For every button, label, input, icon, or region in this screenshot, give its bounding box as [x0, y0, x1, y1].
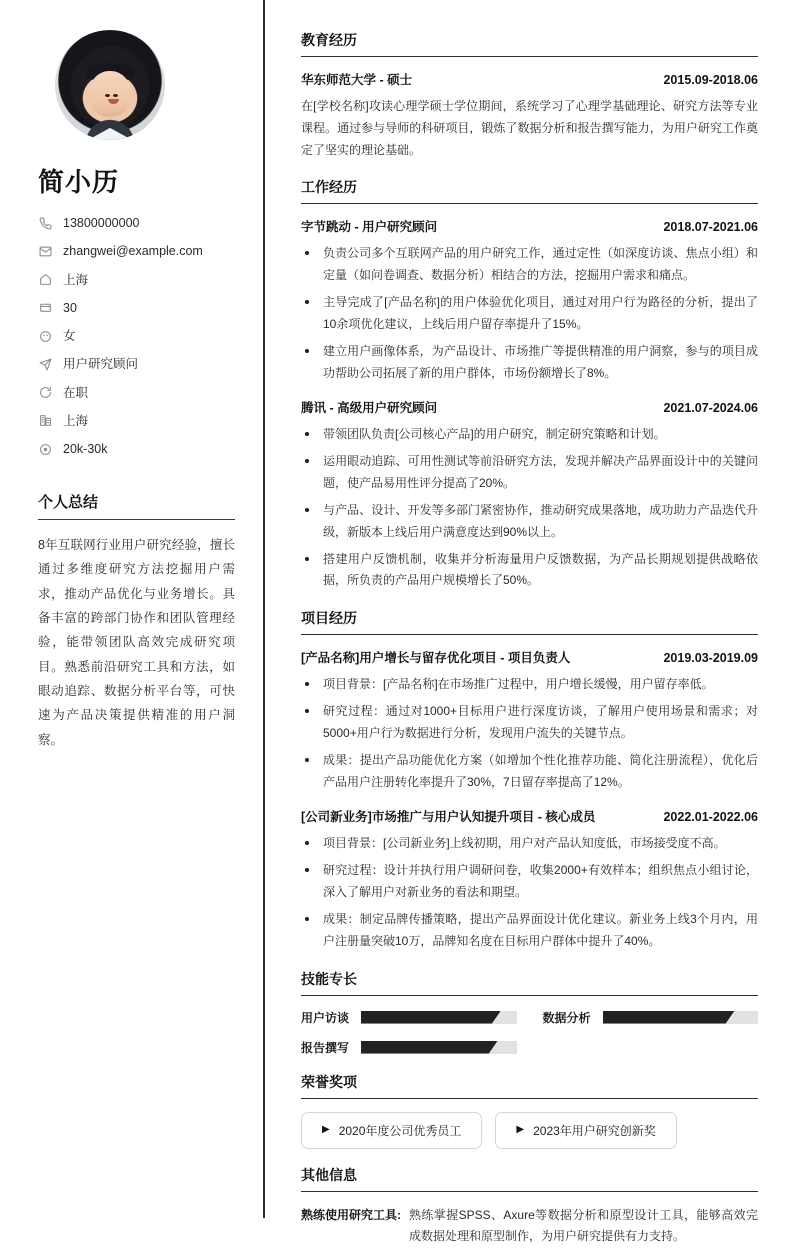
entry-header: [301, 398, 758, 416]
contact-item-role: [38, 356, 235, 372]
skill-progress-track: [361, 1041, 516, 1054]
contact-value: 女: [63, 329, 76, 343]
other-info-section: [301, 1165, 758, 1248]
contact-item-salary: [38, 441, 235, 457]
other-info-heading: 其他信息: [301, 1165, 758, 1192]
list-item: 负责公司多个互联网产品的用户研究工作，通过定性（如深度访谈、焦点小组）和定量（如问卷调查、数据分析）相结合的方法，挖掘用户需求和痛点。: [301, 243, 758, 287]
skills-section: [301, 969, 758, 1056]
triangle-icon: ▶: [322, 1124, 330, 1136]
work-entry: [301, 217, 758, 384]
entry-description: 在[学校名称]攻读心理学硕士学位期间，系统学习了心理学基础理论、研究方法等专业课程。通过参与导师的科研项目，锻炼了数据分析和报告撰写能力，为用户研究工作奠定了坚实的理论基础。: [301, 99, 758, 157]
bullet-list: [301, 674, 758, 793]
contact-item-phone: [38, 215, 235, 231]
info-label: 熟练使用研究工具:: [301, 1207, 401, 1222]
skill-progress-fill: [361, 1041, 498, 1054]
projects-section: [301, 608, 758, 952]
list-item: 主导完成了[产品名称]的用户体验优化项目，通过对用户行为路径的分析，提出了10余项优化建议，上线后用户留存率提升了15%。: [301, 292, 758, 336]
id-card-icon: [38, 301, 52, 315]
list-item: 带领团队负责[公司核心产品]的用户研究，制定研究策略和计划。: [301, 424, 758, 446]
projects-heading: 项目经历: [301, 608, 758, 635]
skills-heading: 技能专长: [301, 969, 758, 996]
skill-label: 用户访谈: [301, 1010, 350, 1025]
building-icon: [38, 414, 52, 428]
entry-title: 腾讯 - 高级用户研究顾问: [301, 401, 438, 416]
avatar-collar: [88, 128, 132, 140]
contact-value: 用户研究顾问: [63, 357, 139, 372]
avatar-face: [89, 71, 131, 117]
entry-header: [301, 648, 758, 666]
skill-label: 报告撰写: [301, 1040, 350, 1055]
sidebar: [0, 0, 265, 1218]
avatar-eye-right: [113, 94, 118, 97]
skill-item: [301, 1039, 517, 1056]
contact-value: 上海: [63, 413, 89, 428]
entry-title: 字节跳动 - 用户研究顾问: [301, 220, 438, 235]
contact-item-status: [38, 385, 235, 401]
summary-body: 8年互联网行业用户研究经验，擅长通过多维度研究方法挖掘用户需求，推动产品优化与业务增长。具备丰富的跨部门协作和团队管理经验，能带领团队高效完成研究项目。熟悉前沿研究工具和方法，如眼动追踪、数据分析平台等，可快速为产品决策提供精准的用户洞察。: [38, 537, 235, 747]
awards-heading: 荣誉奖项: [301, 1072, 758, 1099]
entry-date: 2015.09-2018.06: [663, 73, 758, 87]
summary-heading: 个人总结: [38, 491, 235, 520]
contact-value: 上海: [63, 272, 89, 287]
project-entry: [301, 807, 758, 952]
award-label: 2020年度公司优秀员工: [338, 1123, 462, 1138]
bullet-list: [301, 243, 758, 384]
education-heading: 教育经历: [301, 30, 758, 57]
entry-title: [产品名称]用户增长与留存优化项目 - 项目负责人: [301, 651, 571, 666]
home-icon: [38, 273, 52, 287]
awards-section: [301, 1072, 758, 1149]
list-item: 与产品、设计、开发等多部门紧密协作，推动研究成果落地，成功助力产品迭代升级，新版本上线后用户满意度达到90%以上。: [301, 500, 758, 544]
entry-date: 2018.07-2021.06: [663, 220, 758, 235]
avatar-mouth: [108, 99, 119, 104]
avatar: [55, 30, 165, 140]
contact-item-age: [38, 300, 235, 316]
entry-date: 2021.07-2024.06: [663, 401, 758, 416]
summary-section: [38, 491, 235, 752]
list-item: 研究过程：通过对1000+目标用户进行深度访谈，了解用户使用场景和需求；对5000+用户行为数据进行分析，发现用户流失的关键节点。: [301, 701, 758, 745]
education-section: [301, 30, 758, 161]
bullet-list: [301, 424, 758, 592]
entry-header: [301, 217, 758, 235]
award-label: 2023年用户研究创新奖: [533, 1123, 656, 1138]
skill-label: 数据分析: [542, 1010, 591, 1025]
entry-date: 2022.01-2022.06: [663, 810, 758, 825]
entry-header: [301, 70, 758, 88]
education-entry: [301, 70, 758, 161]
bullet-list: [301, 833, 758, 952]
avatar-image: [55, 30, 165, 140]
skill-progress-track: [603, 1011, 758, 1024]
skills-grid: [301, 1009, 758, 1056]
skill-progress-fill: [603, 1011, 735, 1024]
work-entry: [301, 398, 758, 592]
contact-value: 20k-30k: [63, 442, 108, 456]
contact-value: 在职: [63, 385, 89, 400]
gender-icon: [38, 329, 52, 343]
work-section: [301, 177, 758, 592]
contact-item-gender: [38, 328, 235, 344]
contact-value: zhangwei@example.com: [63, 244, 203, 259]
awards-list: [301, 1112, 758, 1149]
list-item: 建立用户画像体系，为产品设计、市场推广等提供精准的用户洞察，参与的项目成功帮助公司拓展了新的用户群体，市场份额增长了8%。: [301, 341, 758, 385]
envelope-icon: [38, 244, 52, 258]
contact-item-email: [38, 243, 235, 259]
contact-item-location: [38, 272, 235, 288]
list-item: 搭建用户反馈机制，收集并分析海量用户反馈数据，为产品长期规划提供战略依据，所负责的产品用户规模增长了50%。: [301, 549, 758, 593]
phone-icon: [38, 216, 52, 230]
skill-progress-fill: [361, 1011, 501, 1024]
contact-list: [38, 215, 235, 457]
refresh-icon: [38, 386, 52, 400]
contact-value: 30: [63, 300, 77, 315]
info-value: 熟练掌握SPSS、Axure等数据分析和原型设计工具，能够高效完成数据处理和原型制作，为用户研究提供有力支持。: [409, 1207, 758, 1244]
entry-header: [301, 807, 758, 825]
entry-title: 华东师范大学 - 硕士: [301, 73, 413, 87]
main-column: [265, 0, 794, 1244]
list-item: 成果：制定品牌传播策略，提出产品界面设计优化建议。新业务上线3个月内，用户注册量突破10万，品牌知名度在目标用户群体中提升了40%。: [301, 909, 758, 953]
work-heading: 工作经历: [301, 177, 758, 204]
skill-item: [301, 1009, 517, 1026]
triangle-icon: ▶: [516, 1124, 525, 1136]
list-item: 运用眼动追踪、可用性测试等前沿研究方法，发现并解决产品界面设计中的关键问题，使产品易用性评分提高了20%。: [301, 451, 758, 495]
award-badge[interactable]: [495, 1112, 676, 1149]
avatar-eye-left: [105, 94, 110, 97]
skill-item: [543, 1009, 759, 1026]
list-item: 成果：提出产品功能优化方案（如增加个性化推荐功能、简化注册流程），优化后产品用户注册转化率提升了30%，7日留存率提高了12%。: [301, 750, 758, 794]
list-item: 项目背景：[公司新业务]上线初期，用户对产品认知度低，市场接受度不高。: [301, 833, 758, 855]
entry-title: [公司新业务]市场推广与用户认知提升项目 - 核心成员: [301, 810, 596, 825]
info-row: [301, 1205, 758, 1248]
list-item: 研究过程：设计并执行用户调研问卷，收集2000+有效样本；组织焦点小组讨论，深入了解用户对新业务的看法和期望。: [301, 860, 758, 904]
project-entry: [301, 648, 758, 793]
contact-value: 13800000000: [63, 216, 140, 230]
skill-progress-track: [361, 1011, 516, 1024]
paper-plane-icon: [38, 357, 52, 371]
contact-item-city: [38, 413, 235, 429]
award-badge[interactable]: [301, 1112, 482, 1149]
list-item: 项目背景：[产品名称]在市场推广过程中，用户增长缓慢，用户留存率低。: [301, 674, 758, 696]
target-icon: [38, 442, 52, 456]
page-title: 简小历: [38, 167, 120, 197]
entry-date: 2019.03-2019.09: [663, 651, 758, 666]
